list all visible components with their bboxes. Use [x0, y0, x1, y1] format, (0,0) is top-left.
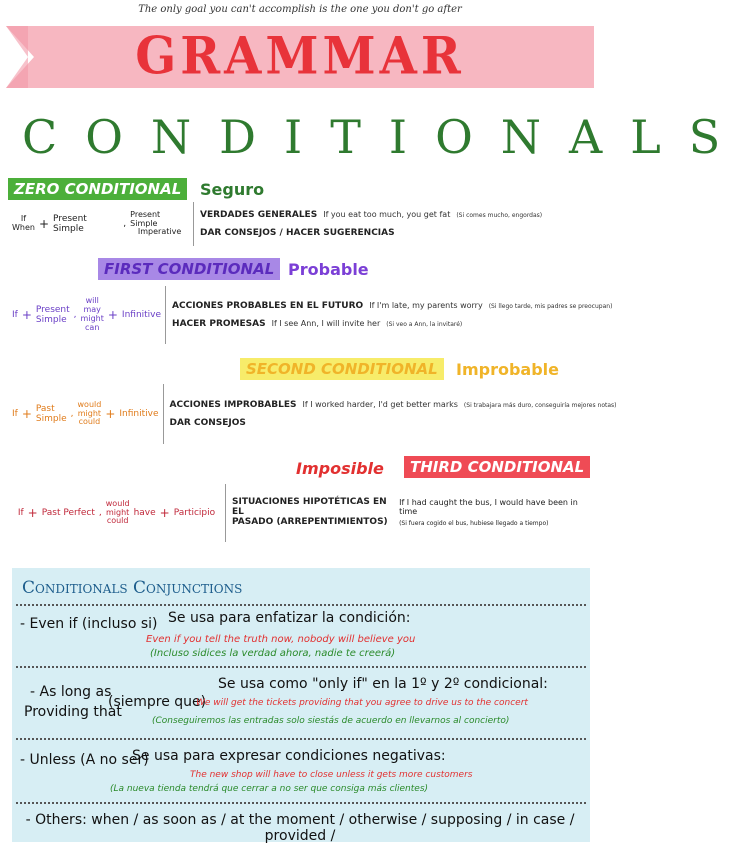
- zero-uses: [194, 202, 592, 246]
- first-comma: ,: [73, 310, 77, 320]
- second-past-simple: Past Simple: [35, 404, 67, 424]
- third-plus: +: [27, 506, 38, 520]
- divider: [16, 666, 586, 668]
- tagline: The only goal you can't accomplish is the one you don't go after: [138, 4, 462, 15]
- second-comma: ,: [70, 409, 74, 419]
- first-formula: [8, 286, 166, 344]
- second-use1-translation: (Si trabajara más duro, conseguiría mejores notas): [463, 402, 617, 409]
- as-long-as-example: We will get the tickets providing that you agree to drive us to the concert: [196, 698, 528, 708]
- second-plus2: +: [105, 407, 116, 421]
- third-uses: [226, 484, 592, 542]
- conjunctions-title: Conditionals Conjunctions: [22, 578, 243, 598]
- first-infinitive: Infinitive: [121, 310, 162, 320]
- zero-conditional-row: [8, 202, 592, 246]
- zero-level: Seguro: [200, 180, 265, 199]
- first-uses: [166, 286, 618, 344]
- zero-imperative: Imperative: [137, 227, 182, 237]
- grammar-title: GRAMMAR: [135, 25, 465, 87]
- zero-plus: +: [38, 217, 50, 231]
- first-use1-example: If I'm late, my parents worry: [369, 301, 483, 310]
- unless-word: - Unless (A no ser): [20, 752, 149, 768]
- second-use2: DAR CONSEJOS: [169, 418, 246, 428]
- providing-that-word: Providing that: [24, 704, 122, 720]
- third-use1-example: If I had caught the bus, I would have been in time: [399, 497, 578, 516]
- first-use1: ACCIONES PROBABLES EN EL FUTURO: [172, 301, 364, 311]
- first-may: may: [83, 305, 101, 315]
- third-might: might: [106, 507, 130, 517]
- zero-use1: VERDADES GENERALES: [200, 210, 318, 220]
- unless-desc: Se usa para expresar condiciones negativas:: [132, 748, 446, 764]
- zero-present-simple-2: Present Simple: [130, 209, 161, 228]
- third-comma: ,: [98, 508, 102, 518]
- divider: [16, 802, 586, 804]
- first-use1-translation: (Si llego tarde, mis padres se preocupan): [488, 303, 613, 310]
- third-past-perfect: Past Perfect: [41, 508, 95, 518]
- even-if-example: Even if you tell the truth now, nobody will believe you: [146, 634, 416, 645]
- first-can: can: [85, 322, 100, 332]
- second-might: might: [77, 408, 102, 418]
- first-use2-example: If I see Ann, I will invite her: [271, 319, 381, 328]
- even-if-desc: Se usa para enfatizar la condición:: [168, 610, 411, 626]
- third-if: If: [17, 508, 24, 518]
- first-level: Probable: [288, 260, 369, 279]
- siempre-que: (siempre que): [108, 694, 207, 710]
- second-plus: +: [21, 407, 32, 421]
- first-plus: +: [21, 308, 32, 322]
- zero-if: If: [20, 214, 27, 224]
- unless-translation: (La nueva tienda tendrá que cerrar a no ser que consiga más clientes): [110, 784, 429, 794]
- second-uses: [164, 384, 623, 444]
- second-if: If: [12, 409, 18, 419]
- third-would: would: [105, 498, 130, 508]
- others-line: - Others: when / as soon as / at the moment / otherwise / supposing / in case / provided /: [25, 812, 575, 844]
- unless-example: The new shop will have to close unless it gets more customers: [190, 770, 473, 780]
- third-use1-line1: SITUACIONES HIPOTÉTICAS EN EL: [232, 497, 387, 518]
- first-conditional-row: [8, 286, 613, 344]
- second-infinitive: Infinitive: [119, 409, 159, 419]
- third-conditional-row: [8, 484, 592, 542]
- third-have: have: [133, 508, 156, 518]
- zero-comma: ,: [123, 219, 127, 229]
- conditionals-title: CONDITIONALS: [22, 110, 748, 164]
- third-could: could: [106, 516, 129, 526]
- divider: [16, 738, 586, 740]
- first-if: If: [12, 310, 18, 320]
- third-plus2: +: [159, 506, 170, 520]
- second-could: could: [78, 417, 101, 427]
- third-participle: Participio: [173, 508, 216, 518]
- second-formula: [8, 384, 164, 444]
- even-if-translation: (Incluso sidices la verdad ahora, nadie te creerá): [150, 648, 396, 659]
- zero-formula: [8, 202, 194, 246]
- third-conditional-tag: THIRD CONDITIONAL: [404, 456, 590, 478]
- third-formula: [8, 484, 226, 542]
- zero-when: When: [12, 223, 35, 232]
- first-use2-translation: (Si veo a Ann, la invitaré): [386, 321, 463, 328]
- divider: [16, 604, 586, 606]
- first-present-simple: Present Simple: [35, 305, 70, 325]
- third-use1-line2: PASADO (ARREPENTIMIENTOS): [232, 516, 388, 527]
- zero-use2: DAR CONSEJOS / HACER SUGERENCIAS: [200, 228, 395, 238]
- zero-conditional-tag: ZERO CONDITIONAL: [8, 178, 187, 200]
- first-plus2: +: [107, 308, 118, 322]
- first-conditional-tag: FIRST CONDITIONAL: [98, 258, 280, 280]
- as-long-as-translation: (Conseguiremos las entradas solo siestás de acuerdo en llevarnos al concierto): [152, 716, 510, 726]
- third-level: Imposible: [296, 459, 384, 478]
- first-use2: HACER PROMESAS: [172, 319, 266, 329]
- zero-use1-example: If you eat too much, you get fat: [323, 210, 451, 219]
- first-will: will: [85, 296, 99, 306]
- second-conditional-row: [8, 384, 617, 444]
- third-use1-translation: (Si fuera cogido el bus, hubiese llegado a tiempo): [399, 519, 549, 527]
- zero-use1-translation: (Si comes mucho, engordas): [456, 212, 543, 219]
- first-might: might: [80, 314, 104, 323]
- second-use1-example: If I worked harder, I'd get better marks: [302, 400, 458, 409]
- even-if-word: - Even if (incluso si): [20, 616, 158, 632]
- second-would: would: [77, 399, 102, 409]
- second-level: Improbable: [456, 360, 559, 379]
- as-long-as-desc: Se usa como "only if" en la 1º y 2º condicional:: [218, 676, 548, 692]
- second-use1: ACCIONES IMPROBABLES: [169, 400, 297, 410]
- as-long-as-word: - As long as: [30, 684, 112, 700]
- zero-present-simple: Present Simple: [53, 214, 87, 234]
- second-conditional-tag: SECOND CONDITIONAL: [240, 358, 444, 380]
